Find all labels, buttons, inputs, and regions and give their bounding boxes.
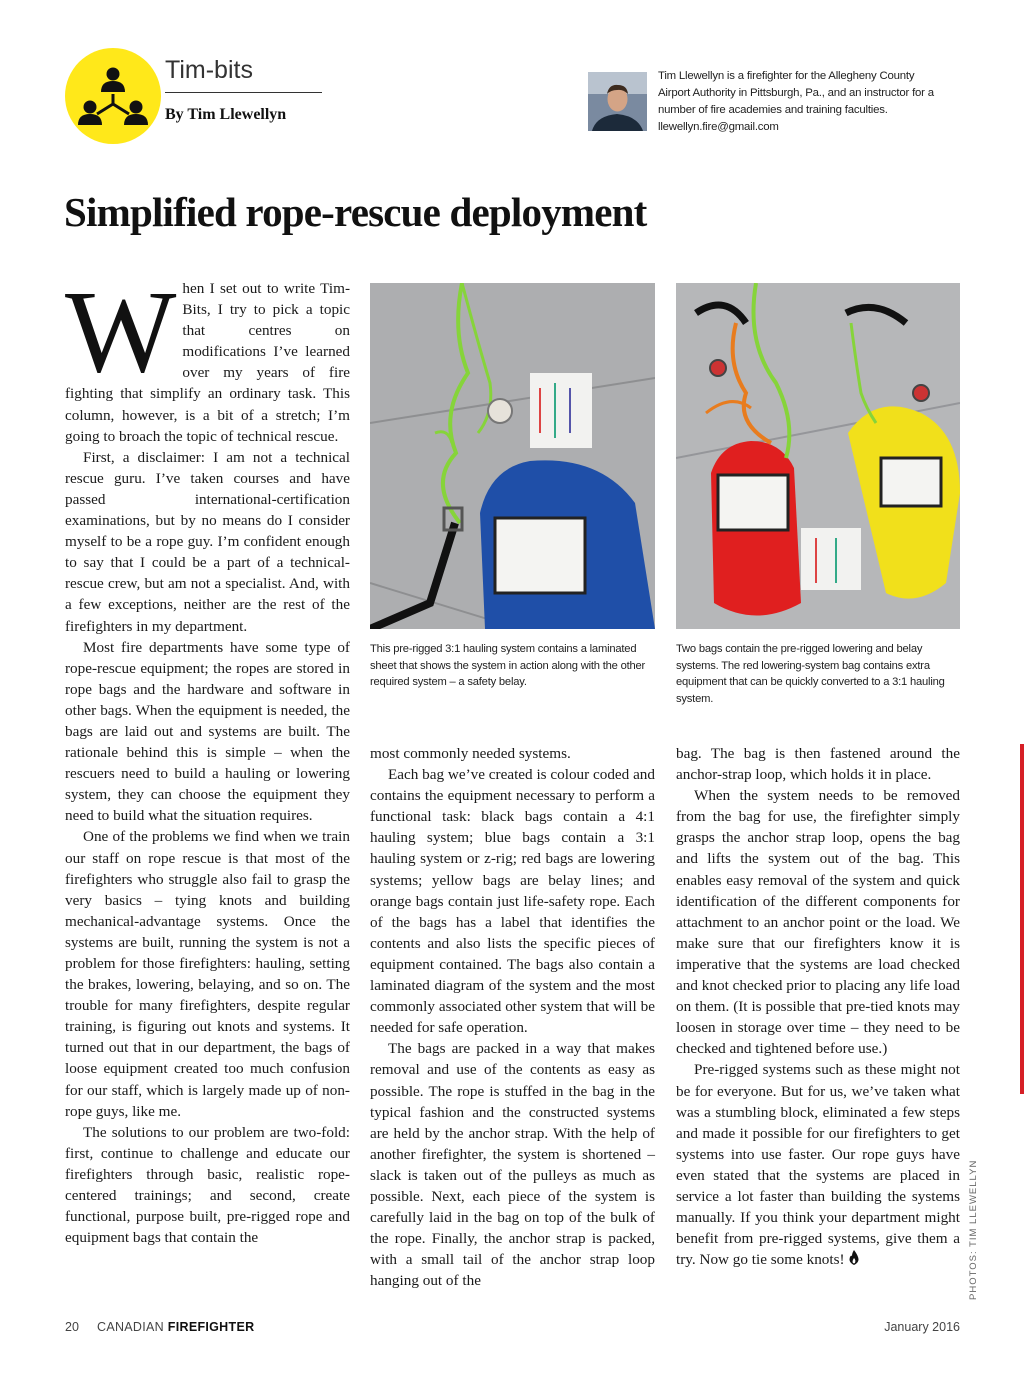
photo-red-yellow-bags	[676, 283, 960, 629]
article-paragraph: Pre-rigged systems such as these might not be for everyone. But for us, we’ve taken what was a stumbling block, eliminated a few steps and made it possible for our firefighters to get systems into use faster. Our rope guys have even stated that the systems are placed in service a lot faster than building the systems manually. If you think your department might benefit from pre-rigged systems, give them a try. Now go tie some knots!	[676, 1061, 960, 1269]
column-name-rule	[165, 92, 322, 93]
photo-caption: This pre-rigged 3:1 hauling system contains a laminated sheet that shows the system in action along with the other required system – a safety belay.	[370, 643, 646, 688]
page-edge-accent	[1020, 744, 1024, 1094]
author-headshot	[588, 72, 647, 131]
issue-date: January 2016	[884, 1320, 960, 1334]
article-paragraph: First, a disclaimer: I am not a technical rescue guru. I’ve taken courses and have passed international-certification examinations, but by no means do I consider myself to be a rope guy. I’m confident enough to say that I could be a part of a technical-rescue crew, but am not a specialist. And, with a few exceptions, neither are the rest of the firefighters in my department.	[65, 448, 350, 635]
bio-line: Airport Authority in Pittsburgh, Pa., and an instructor for a	[658, 87, 934, 99]
byline: By Tim Llewellyn	[165, 106, 287, 123]
drop-cap: W	[65, 266, 177, 397]
magazine-name: CANADIAN FIREFIGHTER	[97, 1320, 255, 1334]
column-logo	[65, 48, 161, 144]
article-paragraph: One of the problems we find when we train our staff on rope rescue is that most of the firefighters who struggle also fail to grasp the very basics – tying knots and building mechanical-advantage systems. Once the systems are built, running the system is not a problem for those firefighters: hauling, setting the brakes, lowering, belaying, and so on. The trouble for many firefighters, despite regular training, is figuring out knots and systems. It turned out that in our department, the bags of loose equipment created too much confusion for our staff, which is largely made up of non-rope guys, like me.	[65, 828, 350, 1120]
article-paragraph: Each bag we’ve created is colour coded and contains the equipment necessary to perform a functional task: black bags contain a 4:1 hauling system; blue bags contain a 3:1 hauling system or z-rig; red bags are lowering systems; yellow bags are belay lines; and orange bags contain just life-safety rope. Each of the bags has a label that identifies the contents and also lists the specific pieces of equipment contained. The bags also contain a laminated diagram of the system and the most commonly associated other system that will be needed for safe operation.	[370, 766, 655, 1037]
author-email-link[interactable]: llewellyn.fire@gmail.com	[658, 121, 779, 133]
bio-line: number of fire academies and training faculties.	[658, 104, 888, 116]
article-paragraph: most commonly needed systems.	[370, 745, 571, 762]
bio-line: Tim Llewellyn is a firefighter for the Allegheny County	[658, 70, 915, 82]
article-paragraph: When I set out to write Tim-Bits, I try to pick a topic that centres on modifications I’ve learned over my years of fire fighting that simplify an ordinary task. This column, however, is a bit of a stretch; I’m going to broach the topic of technical rescue.	[65, 266, 350, 445]
photo-blue-bag-hauling-system	[370, 283, 655, 629]
author-bio	[658, 68, 963, 136]
photo-credit: PHOTOS: TIM LLEWELLYN	[968, 1159, 979, 1300]
text-column-3	[676, 743, 960, 1270]
three-people-network-icon	[65, 48, 161, 144]
article-paragraph: The solutions to our problem are two-fold: first, continue to challenge and educate our firefighters through basic, realistic rope-centered trainings; and second, create functional, purpose built, pre-rigged rope and equipment bags that contain the	[65, 1123, 350, 1247]
text-column-2	[370, 743, 655, 1291]
article-paragraph: bag. The bag is then fastened around the anchor-strap loop, which holds it in place.	[676, 745, 960, 784]
article-paragraph: Most fire departments have some type of rope-rescue equipment; the ropes are stored in rope bags and the hardware and software in other bags. When the equipment is needed, the bags are laid out and systems are built. The rationale behind this is simple – when the rescuers need to build a hauling or lowering system, they can choose the equipment they need to build what the situation requires.	[65, 638, 350, 825]
column-name: Tim-bits	[165, 56, 253, 84]
article-paragraph: The bags are packed in a way that makes removal and use of the contents as easy as possible. The rope is stuffed in the bag in the typical fashion and the constructed systems are held by the anchor strap. With the help of another firefighter, the system is shortened – slack is taken out of the pulleys as much as possible. Next, each piece of the system is carefully laid in the bag on top of the bulk of the rope. Finally, the anchor strap is packed, with a small tail of the anchor strap loop hanging out of the	[370, 1040, 655, 1290]
text-column-1	[65, 266, 350, 1248]
flame-icon	[848, 1250, 860, 1265]
article-headline: Simplified rope-rescue deployment	[64, 189, 647, 235]
photo-caption: Two bags contain the pre-rigged lowering and belay systems. The red lowering-system bag contains extra equipment that can be quickly converted to a 3:1 hauling system.	[676, 643, 945, 705]
page-number: 20	[65, 1320, 79, 1334]
article-paragraph: When the system needs to be removed from the bag for use, the firefighter simply grasps the anchor strap loop, opens the bag and lifts the system out of the bag. This enables easy removal of the system and quick identification of the different components for attachment to an anchor point or the load. We make sure that our firefighters know it is imperative that the systems are load checked and knot checked prior to placing any life load on them. (It is possible that pre-tied knots may loosen in storage over time – they need to be checked and tightened before use.)	[676, 787, 960, 1058]
